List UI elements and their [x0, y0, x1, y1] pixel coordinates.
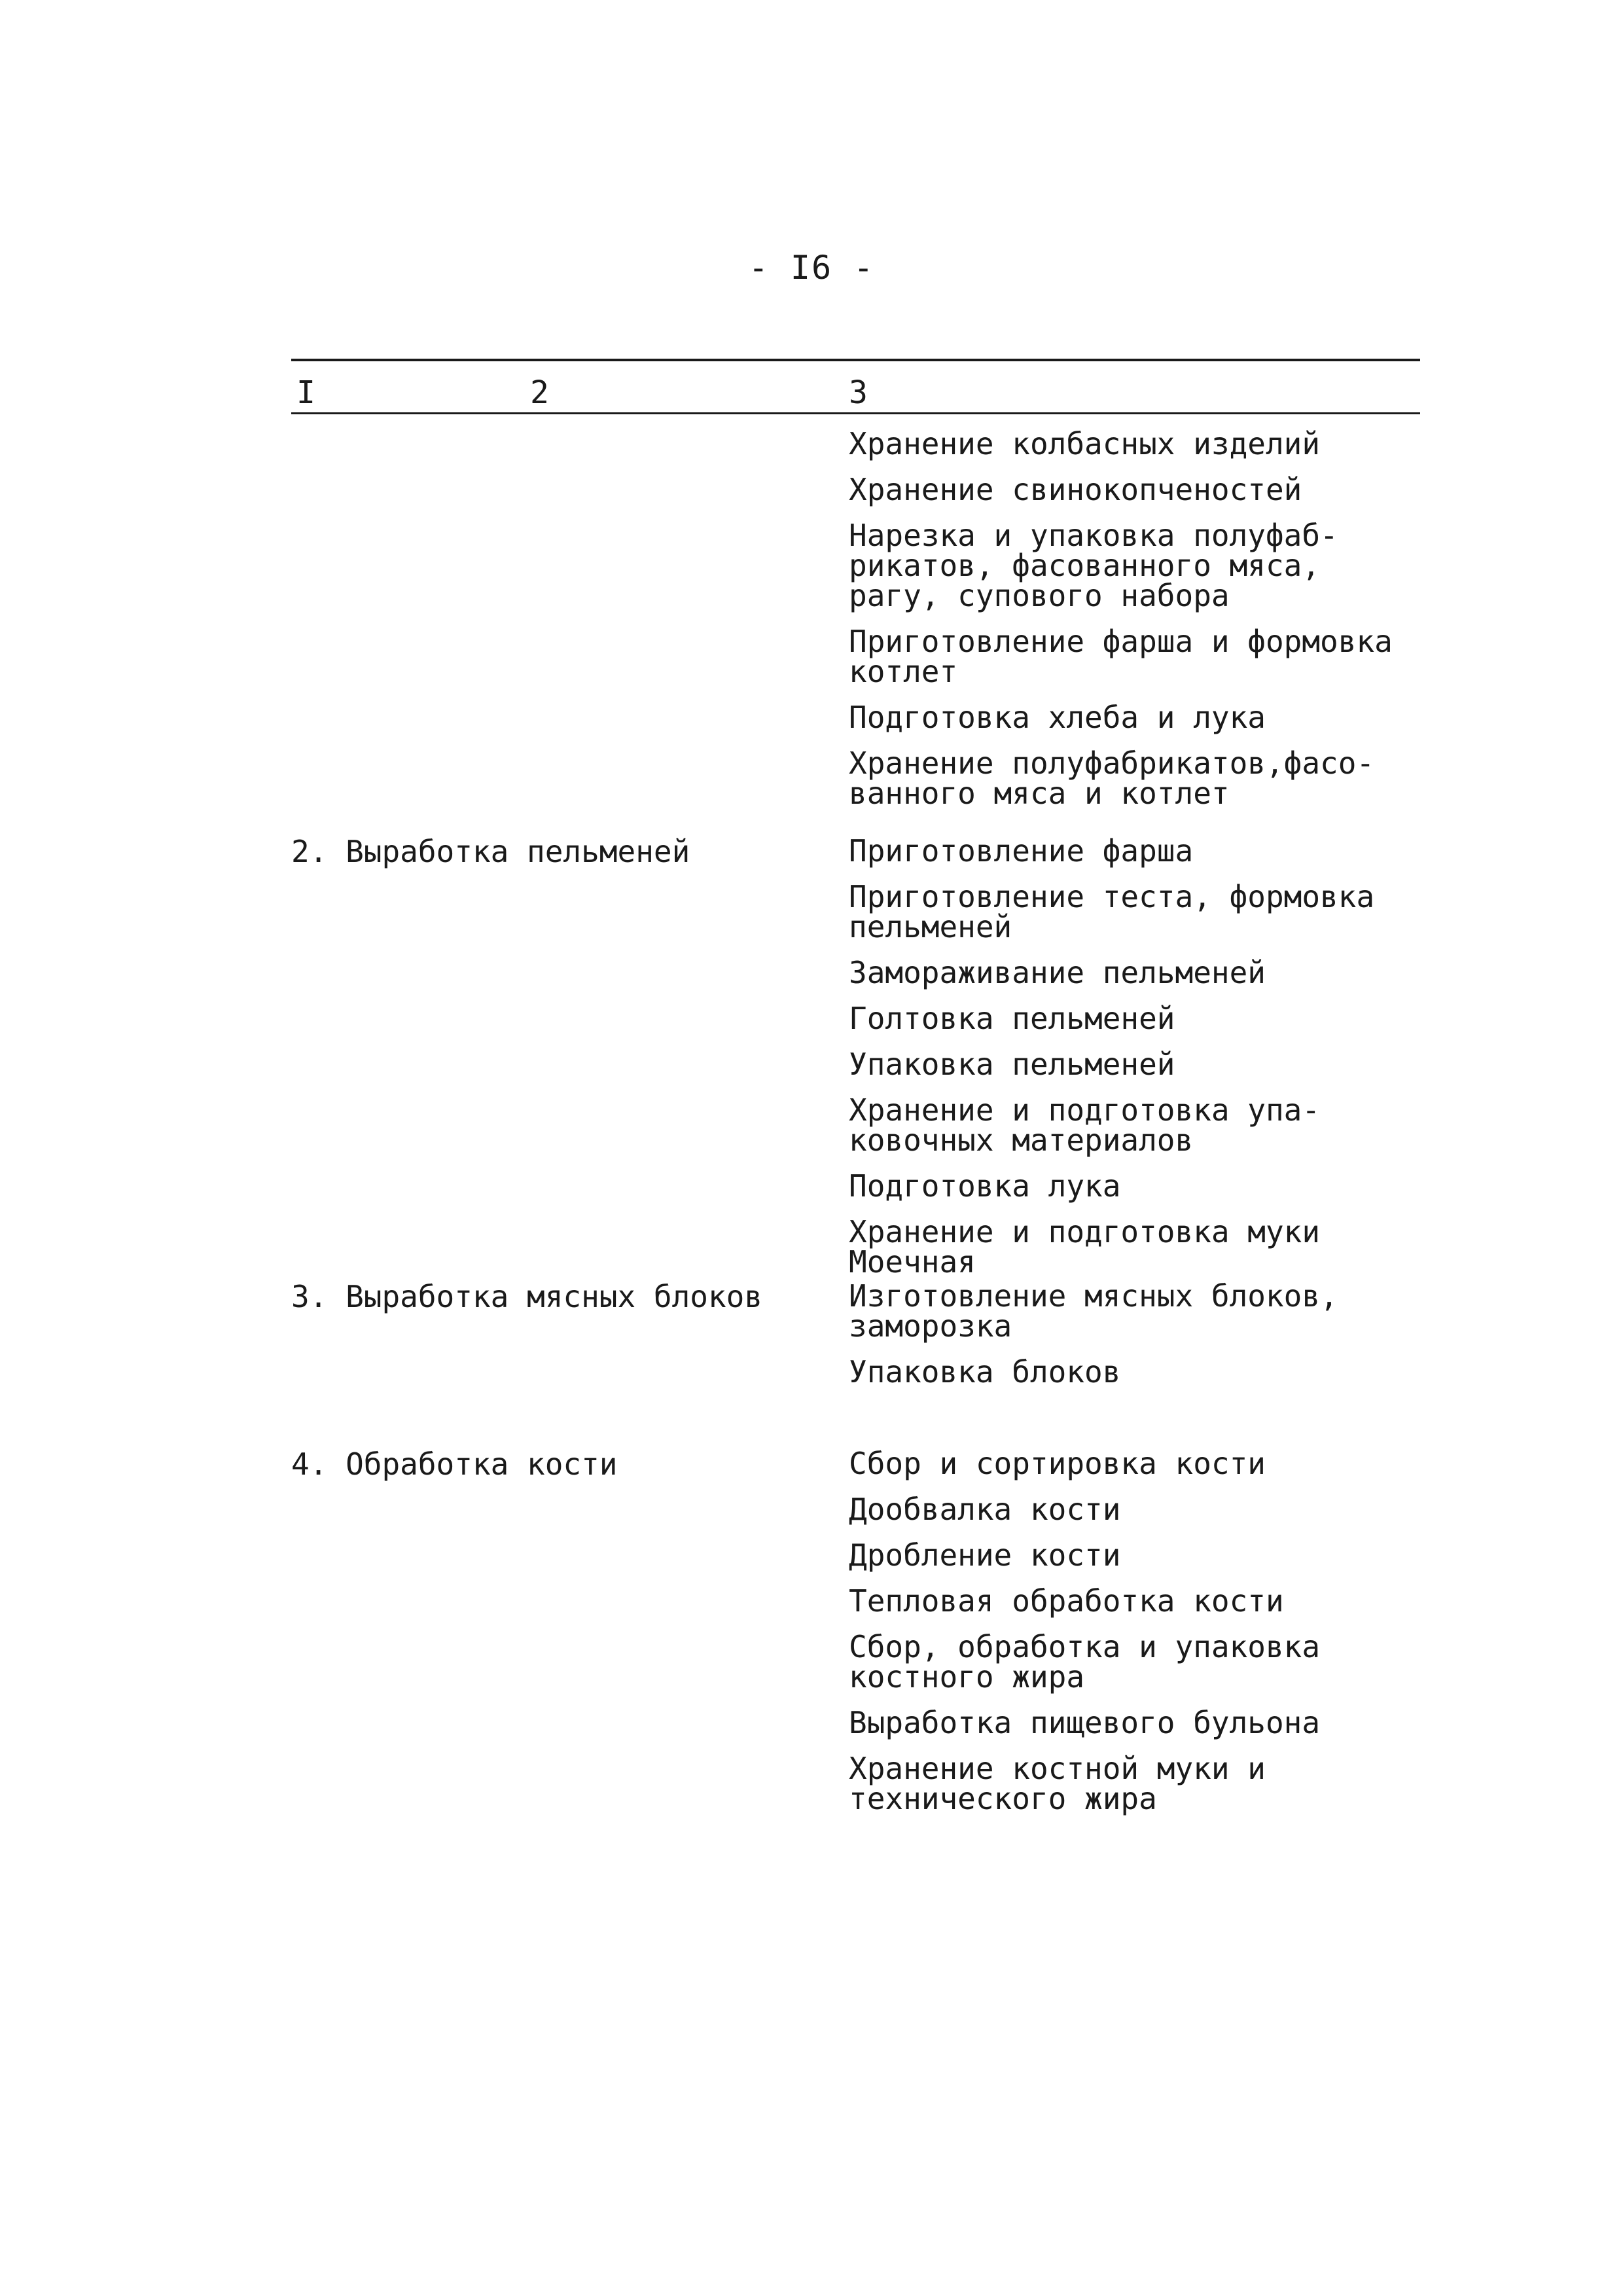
table-section-3 [291, 1278, 1420, 1390]
operation-item: Упаковка блоков [849, 1354, 1121, 1390]
table-section-1 [291, 426, 1420, 811]
column-header-3: 3 [849, 374, 868, 411]
column-header-2: 2 [530, 374, 549, 411]
operation-item: Замораживание пельменей [849, 955, 1266, 990]
operation-item: Нарезка и упаковка полуфаб- рикатов, фасованного мяса, рагу, супового набора [849, 518, 1338, 613]
operation-item: Изготовление мясных блоков, заморозка [849, 1278, 1338, 1344]
operation-item: Сбор и сортировка кости [849, 1446, 1266, 1481]
table-section-4 [291, 1448, 1420, 1814]
operation-item: Хранение свинокопченостей [849, 472, 1302, 507]
operation-item: Дообвалка кости [849, 1492, 1121, 1527]
operation-item: Выработка пищевого бульона [849, 1705, 1321, 1740]
operation-item: Дробление кости [849, 1537, 1121, 1573]
operation-item: Хранение костной муки и технического жира [849, 1751, 1266, 1816]
section-4-operations [849, 1448, 1420, 1814]
section-3-title: 3. Выработка мясных блоков [291, 1279, 763, 1314]
section-2-title: 2. Выработка пельменей [291, 834, 690, 869]
table-header-row [291, 361, 1420, 412]
operation-item: Подготовка хлеба и лука [849, 700, 1266, 735]
page-number: - I6 - [748, 249, 875, 287]
operation-item: Хранение полуфабрикатов,фасо- ванного мяса и котлет [849, 745, 1375, 811]
operation-item: Сбор, обработка и упаковка костного жира [849, 1629, 1321, 1695]
operation-item: Приготовление теста, формовка пельменей [849, 879, 1375, 944]
section-1-operations [849, 426, 1420, 811]
operation-item: Приготовление фарша и формовка котлет [849, 624, 1393, 689]
section-2-operations [849, 833, 1420, 1280]
operation-item: Хранение и подготовка упа- ковочных материалов [849, 1092, 1321, 1158]
section-4-title: 4. Обработка кости [291, 1446, 618, 1482]
operation-item: Голтовка пельменей [849, 1001, 1175, 1036]
process-table [291, 359, 1420, 1829]
section-3-operations [849, 1278, 1420, 1390]
table-section-2 [291, 833, 1420, 1280]
operation-item: Хранение и подготовка муки Моечная [849, 1214, 1321, 1280]
operation-item: Тепловая обработка кости [849, 1583, 1284, 1619]
operation-item: Приготовление фарша [849, 833, 1194, 869]
operation-item: Подготовка лука [849, 1168, 1121, 1204]
operation-item: Хранение колбасных изделий [849, 426, 1321, 461]
operation-item: Упаковка пельменей [849, 1047, 1175, 1082]
column-header-1: I [296, 374, 315, 411]
